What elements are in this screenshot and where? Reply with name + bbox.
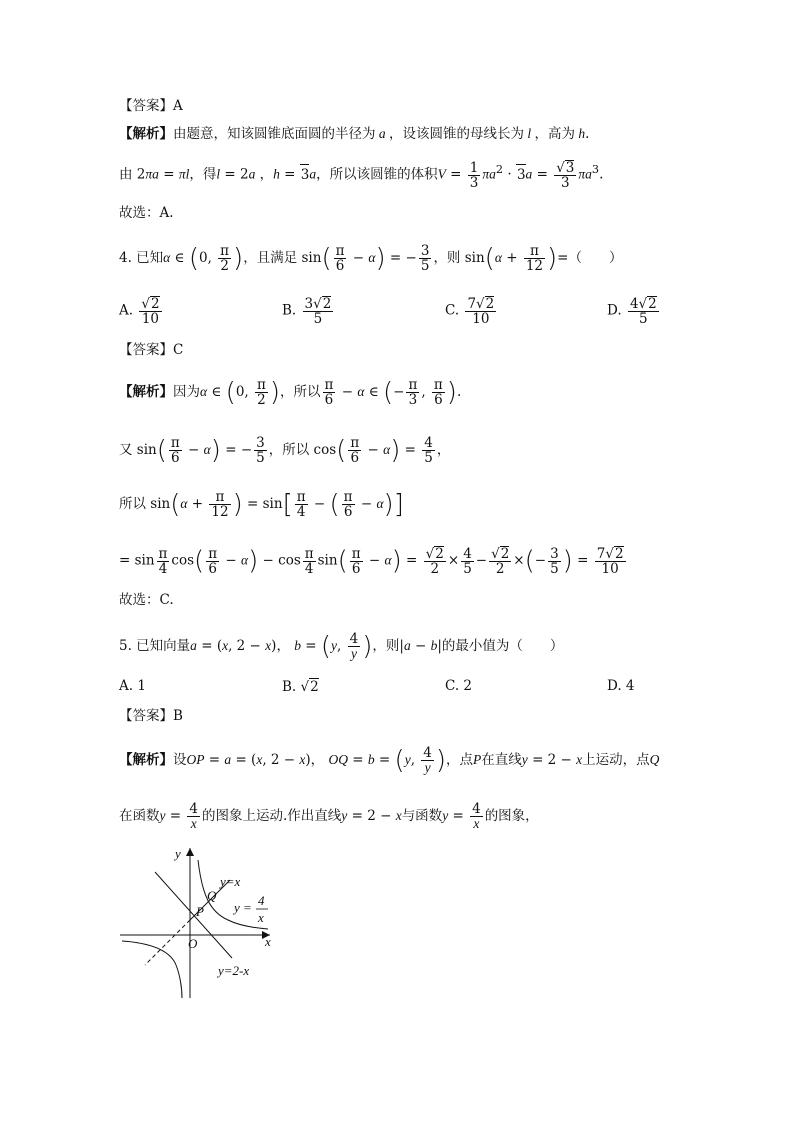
analysis-text: 因为: [173, 384, 200, 400]
y-axis-arrow: [186, 848, 194, 856]
label-point-q: Q: [207, 888, 217, 903]
question-text: =（ ）: [557, 250, 623, 266]
answer-label-q4: 【答案】C: [119, 342, 184, 358]
analysis-text: ，所以: [280, 384, 321, 400]
option-d-q4: D. $\frac{4√2}{5}$: [607, 296, 657, 327]
analysis-text: ，所以该圆锥的体积: [316, 166, 438, 183]
analysis-text: 由: [119, 166, 133, 183]
analysis-text: ，高为: [534, 126, 576, 142]
analysis-text: 的图象上运动.作出直线: [202, 808, 342, 824]
analysis-label: 【解析】: [119, 126, 173, 142]
analysis-text: 在直线: [481, 752, 522, 768]
analysis-text: ，设该圆锥的母线长为: [389, 126, 524, 142]
label-y-equals-2-minus-x: y=2-x: [218, 963, 250, 978]
option-b-q4: B. $\frac{3√2}{5}$: [282, 296, 332, 327]
analysis-text: ，得: [189, 166, 217, 183]
analysis-text: 所以: [119, 496, 146, 512]
question-stem-q5: 5. 已知向量a = (x, 2 − x)， b = (y, $\frac{4}{y}$ )，则|a − b|的最小值为（ ）: [119, 631, 564, 662]
label-y-axis: y: [175, 846, 181, 861]
analysis-line-q4-2: 又 sin( $\frac{\pi}{6}$ − α) = − $\frac{3}{5}$ ，所以 cos( $\frac{\pi}{6}$ − α) = $\frac{4}{5}$ ，: [119, 435, 451, 466]
option-a-q4: A. $\frac{√2}{10}$: [119, 296, 160, 327]
question-text: 4. 已知: [119, 250, 164, 266]
question-stem-q4: 4. 已知α ∈ (0, $\frac{\pi}{2}$ )，且满足 sin( $\frac{\pi}{6}$ − α) = − $\frac{3}{5}$ ，则 sin(α + $\frac{\pi}{12}$ )=（ ）: [119, 243, 623, 274]
analysis-text: 设: [173, 752, 187, 768]
label-y-equals-x: y=x: [220, 874, 241, 889]
label-origin: O: [188, 936, 198, 951]
label-x-denominator: x: [258, 910, 264, 925]
question-text: ，且满足: [243, 250, 298, 266]
conclusion-q3: 故选：A.: [119, 205, 174, 221]
question-text: ，则: [372, 638, 400, 654]
function-graph: [110, 840, 290, 1005]
hyperbola-branch-left: [122, 941, 182, 998]
option-b-q5: B. √2: [282, 679, 319, 695]
analysis-text: 与函数: [401, 808, 443, 824]
analysis-text: 的图象，: [484, 808, 539, 824]
analysis-line-q4-3: 所以 sin(α + $\frac{\pi}{12}$ ) = sin[ $\frac{\pi}{4}$ − ( $\frac{\pi}{6}$ − α)]: [119, 489, 404, 520]
line-y-x-dashed: [145, 920, 190, 965]
analysis-label: 【解析】: [119, 752, 173, 768]
analysis-line-q5-2: 在函数y = $\frac{4}{x}$ 的图象上运动.作出直线y = 2 − x与函数y = $\frac{4}{x}$ 的图象，: [119, 801, 539, 831]
conclusion-q4: 故选：C.: [119, 592, 174, 608]
analysis-label: 【解析】: [119, 384, 173, 400]
option-c-q5: C. 2: [445, 678, 473, 694]
analysis-text: ，所以: [268, 442, 310, 458]
analysis-line-q3-2: 由 2πa = πl，得l = 2a ，h = 3a，所以该圆锥的体积V = $\frac{1}{3}$ $\pi a^2 \cdot 3a$ = $\frac{√3}{3}$ $\pi a^3$.: [119, 159, 604, 191]
option-d-q5: D. 4: [607, 678, 635, 694]
label-y-equals-4-over-x: y =: [234, 900, 252, 915]
label-x-axis: x: [265, 934, 271, 949]
analysis-line-q4-4: = sin $\frac{\pi}{4}$ cos( $\frac{\pi}{6}$ − α) − cos $\frac{\pi}{4}$ sin( $\frac{\pi}{6}$ − α) = $\frac{√2}{2}$ × $\frac{4}{5}$ − $\frac{√2}{2}$ ×(− $\frac{3}{5}$ ) = $\frac{7√2}{10}$: [119, 545, 624, 577]
analysis-line-q4-1: 【解析】因为α ∈ (0, $\frac{\pi}{2}$ )，所以 $\frac{\pi}{6}$ − α ∈ (− $\frac{\pi}{3}$ , $\frac{\pi}{6}$ ).: [119, 377, 462, 408]
analysis-text: 上运动，点: [582, 752, 650, 768]
option-c-q4: C. $\frac{7√2}{10}$: [445, 296, 495, 327]
answer-label-q3: 【答案】A: [119, 98, 183, 114]
analysis-text: 在函数: [119, 808, 160, 824]
analysis-text: ，点: [446, 752, 474, 768]
analysis-text: 又: [119, 442, 133, 458]
question-text: 5. 已知向量: [119, 638, 191, 654]
analysis-text: 由题意，知该圆锥底面圆的半径为: [173, 126, 376, 142]
analysis-line-q3-1: 【解析】由题意，知该圆锥底面圆的半径为 a ，设该圆锥的母线长为 l ，高为 h.: [119, 126, 590, 142]
option-a-q5: A. 1: [119, 678, 146, 694]
label-point-p: P: [196, 904, 204, 919]
answer-label-q5: 【答案】B: [119, 708, 183, 724]
analysis-line-q5-1: 【解析】设OP = a = (x, 2 − x)， OQ = b = (y, $\frac{4}{y}$ )，点P在直线y = 2 − x上运动，点Q: [119, 745, 660, 776]
label-four: 4: [258, 893, 265, 908]
question-text: ，则: [433, 250, 461, 266]
question-text: 的最小值为（ ）: [441, 638, 564, 654]
